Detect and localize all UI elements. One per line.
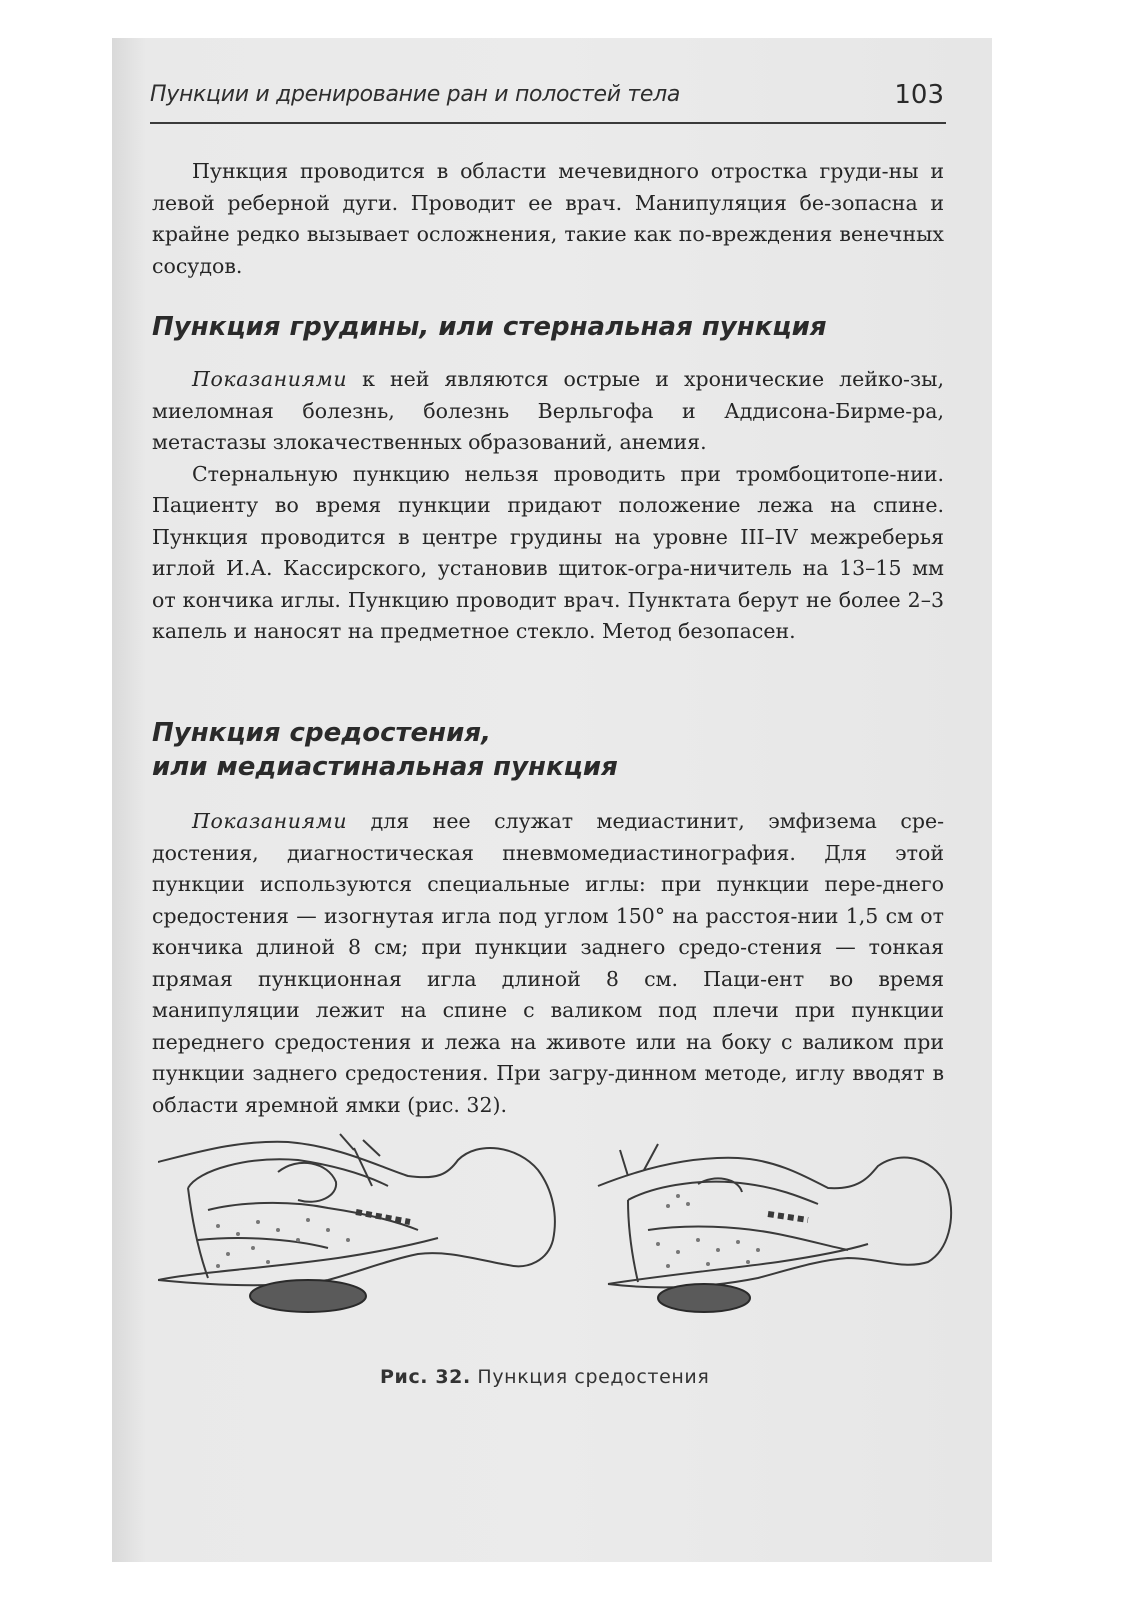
left-tissue-texture bbox=[216, 1218, 350, 1268]
mediastinal-section-body bbox=[152, 806, 944, 1121]
mediastinal-indications-lead: Показаниями bbox=[192, 809, 348, 833]
left-puncture-drawing bbox=[158, 1134, 555, 1312]
figure-caption-text: Пункция средостения bbox=[470, 1366, 710, 1388]
figure-32-illustration bbox=[158, 1130, 958, 1330]
intro-paragraph: Пункция проводится в области мечевидного отростка груди-ны и левой реберной дуги. Проводит ее врач. Манипуляция бе-зопасна и крайне редко вызывает осложнения, такие как по-вреждения венечных сосудов. bbox=[152, 159, 944, 278]
sternal-indications-lead: Показаниями bbox=[192, 367, 348, 391]
running-header bbox=[150, 78, 946, 124]
sternal-indications-paragraph bbox=[152, 364, 944, 459]
page-number: 103 bbox=[894, 80, 944, 110]
right-puncture-drawing bbox=[598, 1144, 951, 1312]
mediastinal-indications-text: для нее служат медиастинит, эмфизема сре-достения, диагностическая пневмомедиастинография. Для этой пункции используются специальные иглы: при пункции пере-днего средостения — изогнутая игла под углом 150° на расстоя-нии 1,5 см от кончика длиной 8 см; при пункции заднего средо-стения — тонкая прямая пункционная игла длиной 8 см. Паци-ент во время манипуляции лежит на спине с валиком под плечи при пункции переднего средостения и лежа на животе или на боку с валиком при пункции заднего средостения. При загру-динном методе, иглу вводят в области яремной ямки (рис. 32). bbox=[152, 809, 944, 1117]
heading-mediastinal-line1: Пункция средостения, bbox=[152, 718, 491, 748]
right-tissue-texture bbox=[656, 1194, 760, 1268]
figure-caption-label: Рис. 32. bbox=[380, 1366, 471, 1388]
sternal-indications-text: к ней являются острые и хронические лейко-зы, миеломная болезнь, болезнь Верльгофа и Аддисона-Бирме-ра, метастазы злокачественных образований, анемия. bbox=[152, 367, 944, 454]
sternal-procedure-paragraph: Стернальную пункцию нельзя проводить при тромбоцитопе-нии. Пациенту во время пункции придают положение лежа на спине. Пункция проводится в центре грудины на уровне III–IV межреберья иглой И.А. Кассирского, установив щиток-огра-ничитель на 13–15 мм от кончика иглы. Пункцию проводит врач. Пунктата берут не более 2–3 капель и наносят на предметное стекло. Метод безопасен. bbox=[152, 461, 944, 643]
mediastinal-paragraph bbox=[152, 806, 944, 1121]
figure-caption bbox=[380, 1366, 709, 1388]
running-title: Пункции и дренирование ран и полостей тела bbox=[150, 82, 681, 107]
intro-paragraph-block bbox=[152, 156, 944, 282]
heading-mediastinal-puncture bbox=[152, 716, 618, 784]
sternal-section-body bbox=[152, 364, 944, 648]
heading-sternal-puncture: Пункция грудины, или стернальная пункция bbox=[152, 312, 827, 342]
heading-mediastinal-line2: или медиастинальная пункция bbox=[152, 752, 618, 782]
